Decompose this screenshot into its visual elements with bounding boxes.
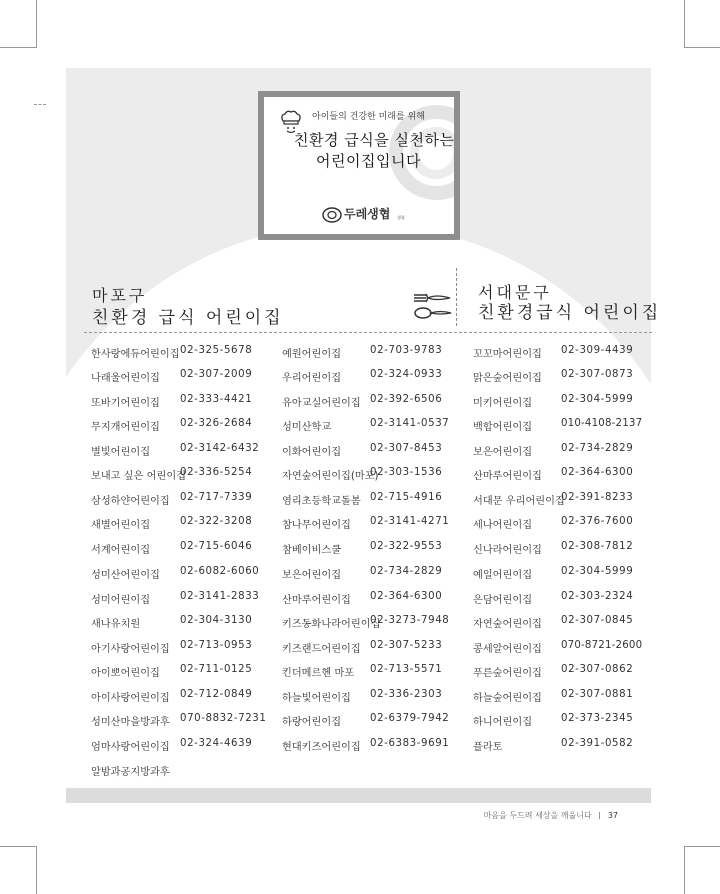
daycare-phone: 02-307-2009 <box>180 369 253 380</box>
daycare-name: 성미산어린이집 <box>91 570 160 581</box>
crop-mark <box>36 0 37 48</box>
daycare-name: 참베이비스쿨 <box>282 545 342 556</box>
daycare-phone: 02-734-2829 <box>561 443 634 454</box>
daycare-name: 서대문 우리어린이집 <box>473 496 565 507</box>
daycare-name: 아이사랑어린이집 <box>91 693 170 704</box>
daycare-name: 플라토 <box>473 742 503 753</box>
daycare-name: 하랑어린이집 <box>282 717 342 728</box>
daycare-name: 키즈동화나라어린이집 <box>282 619 381 630</box>
daycare-phone: 070-8721-2600 <box>561 640 643 651</box>
daycare-name: 아이뽀어린이집 <box>91 668 160 679</box>
daycare-phone: 02-6383-9691 <box>370 738 450 749</box>
crop-mark <box>36 846 37 894</box>
crop-mark <box>0 846 36 847</box>
daycare-name: 하니어린이집 <box>473 717 533 728</box>
daycare-name: 성미산마을방과후 <box>91 717 170 728</box>
daycare-name: 나래울어린이집 <box>91 373 160 384</box>
bottom-strip <box>66 788 651 803</box>
daycare-name: 신나라어린이집 <box>473 545 542 556</box>
daycare-phone: 02-713-0953 <box>180 640 253 651</box>
daycare-phone: 02-364-6300 <box>561 467 634 478</box>
daycare-phone: 02-325-5678 <box>180 345 253 356</box>
daycare-phone: 02-307-0845 <box>561 615 634 626</box>
daycare-phone: 02-309-4439 <box>561 345 634 356</box>
daycare-phone: 02-715-4916 <box>370 492 443 503</box>
dure-coop-logo-icon <box>322 207 342 223</box>
daycare-phone: 02-6379-7942 <box>370 713 450 724</box>
daycare-name: 참나무어린이집 <box>282 520 351 531</box>
daycare-phone: 02-307-0881 <box>561 689 634 700</box>
daycare-name: 서계어린이집 <box>91 545 151 556</box>
daycare-name: 유아교실어린이집 <box>282 398 361 409</box>
daycare-phone: 02-303-1536 <box>370 467 443 478</box>
daycare-name: 현대키즈어린이집 <box>282 742 361 753</box>
daycare-phone: 02-333-4421 <box>180 394 253 405</box>
daycare-name: 킨더메르헨 마포 <box>282 668 355 679</box>
footer-separator <box>599 812 600 819</box>
daycare-phone: 02-703-9783 <box>370 345 443 356</box>
banner-headline-2: 어린이집입니다 <box>316 152 421 170</box>
daycare-name: 하늘숲어린이집 <box>473 693 542 704</box>
section-divider-horizontal <box>84 332 652 333</box>
crop-mark <box>684 0 685 48</box>
daycare-name: 보은어린이집 <box>473 447 533 458</box>
page-number: 37 <box>607 811 618 820</box>
daycare-phone: 010-4108-2137 <box>561 418 643 429</box>
daycare-phone: 02-304-3130 <box>180 615 253 626</box>
daycare-phone: 02-3141-4271 <box>370 516 450 527</box>
seodaemun-district-title: 서대문구 <box>478 283 552 302</box>
daycare-name: 꼬꼬마어린이집 <box>473 349 542 360</box>
daycare-phone: 02-326-2684 <box>180 418 253 429</box>
daycare-phone: 02-324-0933 <box>370 369 443 380</box>
daycare-phone: 02-392-6506 <box>370 394 443 405</box>
eco-meal-banner <box>258 91 460 240</box>
daycare-phone: 02-304-5999 <box>561 394 634 405</box>
daycare-name: 하늘빛어린이집 <box>282 693 351 704</box>
daycare-name: 세나어린이집 <box>473 520 533 531</box>
daycare-phone: 02-391-8233 <box>561 492 634 503</box>
daycare-phone: 02-307-8453 <box>370 443 443 454</box>
daycare-name: 한사랑에듀어린이집 <box>91 349 180 360</box>
crop-mark <box>684 846 685 894</box>
daycare-phone: 02-3142-6432 <box>180 443 260 454</box>
daycare-phone: 02-324-4639 <box>180 738 253 749</box>
daycare-name: 또바기어린이집 <box>91 398 160 409</box>
daycare-name: 삼성하얀어린이집 <box>91 496 170 507</box>
daycare-phone: 02-3141-2833 <box>180 591 260 602</box>
daycare-name: 자연숲어린이집 <box>473 619 542 630</box>
daycare-name: 새나유치원 <box>91 619 141 630</box>
daycare-phone: 02-391-0582 <box>561 738 634 749</box>
daycare-name: 산마루어린이집 <box>473 471 542 482</box>
daycare-name: 우리어린이집 <box>282 373 342 384</box>
daycare-name: 산마루어린이집 <box>282 595 351 606</box>
daycare-phone: 02-715-6046 <box>180 541 253 552</box>
daycare-phone: 02-304-5999 <box>561 566 634 577</box>
daycare-name: 성미산학교 <box>282 422 332 433</box>
daycare-phone: 02-308-7812 <box>561 541 634 552</box>
daycare-name: 알밤과공지방과후 <box>91 767 170 778</box>
daycare-phone: 02-307-0873 <box>561 369 634 380</box>
daycare-name: 예원어린이집 <box>282 349 342 360</box>
section-divider-vertical <box>456 268 457 326</box>
daycare-name: 콩세알어린이집 <box>473 644 542 655</box>
daycare-name: 키즈랜드어린이집 <box>282 644 361 655</box>
daycare-phone: 070-8832-7231 <box>180 713 267 724</box>
daycare-phone: 02-734-2829 <box>370 566 443 577</box>
banner-inner <box>264 97 454 234</box>
daycare-name: 자연숲어린이집(마포) <box>282 471 379 482</box>
daycare-phone: 02-322-3208 <box>180 516 253 527</box>
daycare-name: 보은어린이집 <box>282 570 342 581</box>
crop-mark <box>0 47 36 48</box>
daycare-name: 이화어린이집 <box>282 447 342 458</box>
daycare-name: 성미어린이집 <box>91 595 151 606</box>
daycare-phone: 02-364-6300 <box>370 591 443 602</box>
daycare-name: 보내고 싶은 어린이집 <box>91 471 187 482</box>
crop-mark <box>684 846 720 847</box>
daycare-name: 맑은숲어린이집 <box>473 373 542 384</box>
banner-logo-sub: 생협 <box>397 215 405 220</box>
seodaemun-section-subtitle: 친환경급식 어린이집 <box>478 303 662 323</box>
daycare-name: 엄마사랑어린이집 <box>91 742 170 753</box>
page-footer <box>0 810 618 821</box>
daycare-name: 무지개어린이집 <box>91 422 160 433</box>
banner-logo-text: 두레생협 <box>344 207 391 221</box>
banner-headline: 친환경 급식을 실천하는 <box>294 131 454 149</box>
daycare-name: 미키어린이집 <box>473 398 533 409</box>
footer-slogan: 마음을 두드려 세상을 깨웁니다 <box>483 811 592 820</box>
daycare-phone: 02-322-9553 <box>370 541 443 552</box>
mapo-section-subtitle: 친환경 급식 어린이집 <box>92 308 284 328</box>
daycare-phone: 02-713-5571 <box>370 664 443 675</box>
daycare-name: 백합어린이집 <box>473 422 533 433</box>
daycare-name: 염리초등학교돌봄 <box>282 496 361 507</box>
banner-tagline: 아이들의 건강한 미래를 위해 <box>312 112 425 122</box>
daycare-name: 아기사랑어린이집 <box>91 644 170 655</box>
margin-dash <box>34 104 46 105</box>
daycare-name: 푸른숲어린이집 <box>473 668 542 679</box>
daycare-phone: 02-6082-6060 <box>180 566 260 577</box>
daycare-phone: 02-3141-0537 <box>370 418 450 429</box>
daycare-phone: 02-717-7339 <box>180 492 253 503</box>
daycare-name: 별빛어린이집 <box>91 447 151 458</box>
daycare-phone: 02-336-5254 <box>180 467 253 478</box>
daycare-phone: 02-303-2324 <box>561 591 634 602</box>
daycare-phone: 02-3273-7948 <box>370 615 450 626</box>
daycare-phone: 02-336-2303 <box>370 689 443 700</box>
daycare-phone: 02-711-0125 <box>180 664 253 675</box>
crop-mark <box>684 47 720 48</box>
daycare-name: 새별어린이집 <box>91 520 151 531</box>
mapo-district-title: 마포구 <box>92 286 148 305</box>
fork-spoon-icon <box>412 288 452 322</box>
daycare-phone: 02-373-2345 <box>561 713 634 724</box>
daycare-phone: 02-307-5233 <box>370 640 443 651</box>
daycare-phone: 02-307-0862 <box>561 664 634 675</box>
daycare-phone: 02-376-7600 <box>561 516 634 527</box>
daycare-phone: 02-712-0849 <box>180 689 253 700</box>
daycare-name: 예일어린이집 <box>473 570 533 581</box>
daycare-name: 은담어린이집 <box>473 595 533 606</box>
